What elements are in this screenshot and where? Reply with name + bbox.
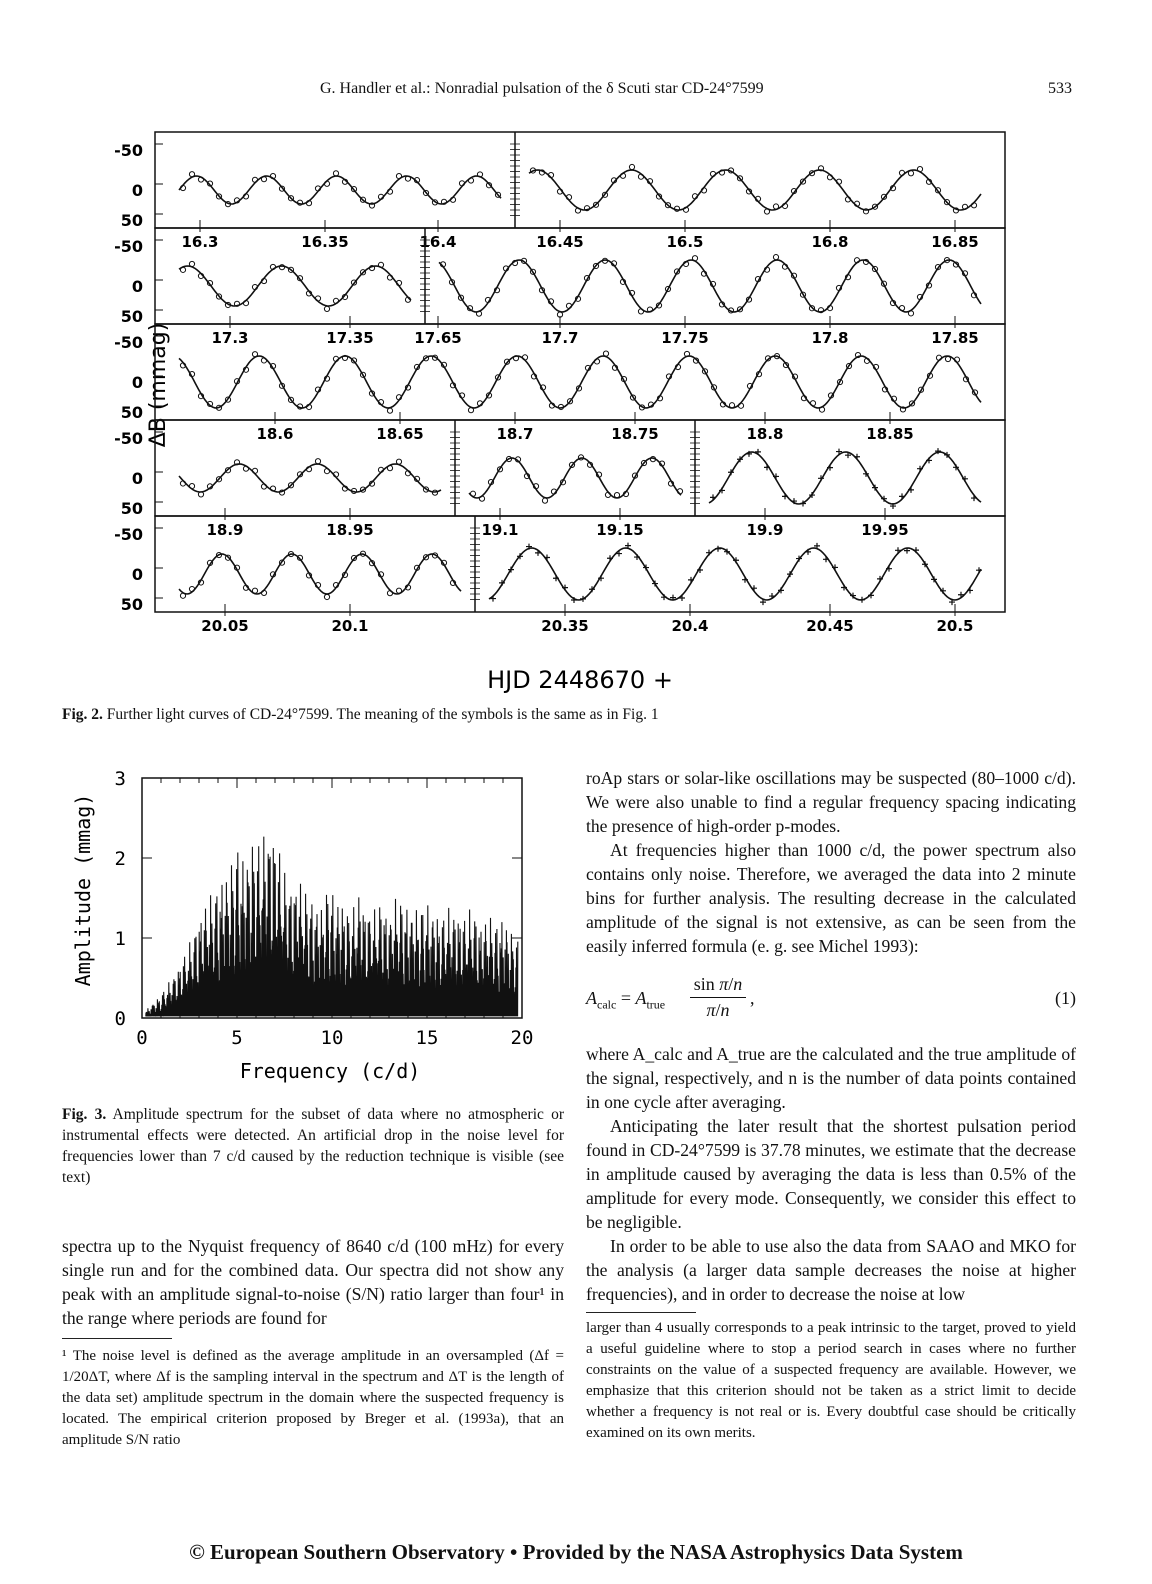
fig2-xtick-label: 17.3 bbox=[211, 329, 249, 347]
fig2-xtick-label: 18.7 bbox=[496, 425, 534, 443]
fig2-data-point bbox=[868, 592, 874, 598]
fig3-ytick-label: 3 bbox=[114, 768, 126, 790]
fig3-spectrum-line bbox=[146, 837, 518, 1017]
fig2-xtick-label: 20.05 bbox=[201, 617, 249, 635]
fig2-data-point bbox=[324, 468, 329, 473]
fig2-xtick-label: 19.9 bbox=[746, 521, 784, 539]
fig2-caption-text: Further light curves of CD-24°7599. The meaning of the symbols is the same as in Fig. 1 bbox=[106, 706, 659, 723]
right-column-bottom bbox=[586, 1042, 1076, 1306]
fig2-data-point bbox=[252, 588, 257, 593]
fig2-data-point bbox=[823, 556, 829, 562]
fig2-data-point bbox=[180, 593, 185, 598]
left-column bbox=[62, 1234, 564, 1330]
fig2-data-point bbox=[189, 261, 194, 266]
fig2-data-point bbox=[261, 177, 266, 182]
fig2-ytick-label: -50 bbox=[114, 333, 143, 352]
fig2-data-point bbox=[706, 550, 712, 556]
fig2-data-point bbox=[387, 408, 392, 413]
fig2-xtick-label: 20.35 bbox=[541, 617, 589, 635]
fig3-caption-text: Amplitude spectrum for the subset of data where no atmospheric or instrumental effects were detected. An artificial drop in the noise level for frequencies lower than 7 c/d caused by the reduction technique is visible (see text) bbox=[62, 1106, 564, 1186]
fig2-data-point bbox=[715, 546, 721, 552]
fig2-xtick-label: 16.45 bbox=[536, 233, 584, 251]
fig3-xtick-label: 5 bbox=[231, 1027, 243, 1049]
fig2-data-point bbox=[468, 178, 473, 183]
fig2-xtick-label: 18.65 bbox=[376, 425, 424, 443]
fig2-xtick-label: 17.75 bbox=[661, 329, 709, 347]
fig2-data-point bbox=[810, 401, 815, 406]
right-para-5: In order to be able to use also the data from SAAO and MKO for the analysis (a larger data sample decreases the noise at higher frequencies), and in order to decrease the noise at low bbox=[586, 1236, 1076, 1304]
fig2-fit-curve bbox=[469, 458, 681, 498]
fig2-xtick-label: 17.8 bbox=[811, 329, 849, 347]
right-para-4: Anticipating the later result that the shortest pulsation period found in CD-24°7599 is 37.78 minutes, we estimate that the decrease in amplitude caused by averaging the data is less than 0.5% of the amplitude for every mode. Consequently, we consider this effect to be negligible. bbox=[586, 1116, 1076, 1232]
fig2-xtick-label: 16.85 bbox=[931, 233, 979, 251]
fig2-xtick-label: 18.75 bbox=[611, 425, 659, 443]
fig2-fit-curve bbox=[179, 356, 981, 408]
fig3-ytick-label: 1 bbox=[114, 928, 126, 950]
fig2-data-point bbox=[387, 591, 392, 596]
footnote-rule bbox=[62, 1338, 172, 1339]
fig2-data-point bbox=[470, 491, 475, 496]
fig2-ytick-label: 0 bbox=[131, 565, 143, 584]
fig2-data-point bbox=[769, 593, 775, 599]
fig2-data-point bbox=[751, 585, 757, 591]
fig3-xtick-label: 0 bbox=[136, 1027, 148, 1049]
fig2-data-point bbox=[544, 554, 550, 560]
fig2-ylabel: ΔB (mmag) bbox=[146, 322, 171, 448]
fig2-data-point bbox=[755, 449, 761, 455]
fig2-data-point bbox=[773, 204, 778, 209]
fig2-data-point bbox=[607, 555, 613, 561]
fig2-data-point bbox=[917, 166, 922, 171]
footnote-rule-right bbox=[586, 1312, 696, 1313]
fig2-ytick-label: 50 bbox=[120, 595, 143, 614]
fig3-amplitude-spectrum bbox=[62, 760, 552, 1090]
fig2-data-point bbox=[189, 586, 194, 591]
right-column-top bbox=[586, 766, 1076, 958]
fig2-data-point bbox=[692, 256, 697, 261]
fig2-fit-curve bbox=[529, 170, 981, 210]
fig2-data-point bbox=[967, 587, 973, 593]
fig2-fit-curve bbox=[179, 266, 411, 306]
fig2-ytick-label: 50 bbox=[120, 307, 143, 326]
fig2-data-point bbox=[782, 493, 788, 499]
fig3-xtick-label: 20 bbox=[510, 1027, 534, 1049]
fig2-caption bbox=[62, 704, 1092, 725]
fig2-ytick-label: 0 bbox=[131, 181, 143, 200]
fig2-data-point bbox=[945, 356, 950, 361]
fig2-data-point bbox=[976, 567, 982, 573]
fig2-data-point bbox=[908, 487, 914, 493]
ads-footer: © European Southern Observatory • Provided by the NASA Astrophysics Data System bbox=[189, 1540, 963, 1564]
fig2-data-point bbox=[908, 311, 913, 316]
fig3-caption bbox=[62, 1104, 564, 1188]
fig2-light-curves bbox=[60, 120, 1100, 700]
fig3-ylabel: Amplitude (mmag) bbox=[71, 793, 95, 987]
right-para-3: where A_calc and A_true are the calculated and the true amplitude of the signal, respectively, and n is the number of data points contained in one cycle after averaging. bbox=[586, 1044, 1076, 1112]
equation-lhs: $A_{calc} = A_{true}$ bbox=[586, 988, 666, 1012]
fig2-xtick-label: 19.15 bbox=[596, 521, 644, 539]
fig2-xtick-label: 20.4 bbox=[671, 617, 709, 635]
fig2-data-point bbox=[542, 498, 547, 503]
fig2-data-point bbox=[773, 255, 778, 260]
running-title: G. Handler et al.: Nonradial pulsation of the δ Scuti star CD-24°7599 bbox=[320, 80, 764, 97]
fig2-data-point bbox=[468, 408, 473, 413]
fig2-data-point bbox=[396, 174, 401, 179]
fig2-data-point bbox=[324, 594, 329, 599]
fig2-data-point bbox=[252, 177, 257, 182]
fig2-data-point bbox=[387, 466, 392, 471]
fig3-ytick-label: 2 bbox=[114, 848, 126, 870]
fig2-data-point bbox=[396, 588, 401, 593]
fig2-xtick-label: 16.8 bbox=[811, 233, 849, 251]
fig2-ytick-label: 50 bbox=[120, 403, 143, 422]
fig2-data-point bbox=[710, 494, 716, 500]
fig2-ytick-label: 50 bbox=[120, 499, 143, 518]
fig2-data-point bbox=[738, 403, 743, 408]
fig2-fit-curve bbox=[179, 176, 501, 204]
fig3-ytick-label: 0 bbox=[114, 1008, 126, 1030]
fig2-data-point bbox=[764, 464, 770, 470]
fig2-data-point bbox=[189, 172, 194, 177]
fig2-data-point bbox=[913, 547, 919, 553]
fig2-ytick-label: 0 bbox=[131, 373, 143, 392]
fig2-data-point bbox=[252, 352, 257, 357]
fig2-data-point bbox=[180, 267, 185, 272]
fig2-xtick-label: 20.1 bbox=[331, 617, 369, 635]
equation-comma: , bbox=[750, 988, 755, 1008]
fig2-fit-curve bbox=[439, 260, 981, 312]
fig2-xtick-label: 16.4 bbox=[419, 233, 457, 251]
footnote-continued: larger than 4 usually corresponds to a peak intrinsic to the target, proved to yield a useful guideline where to stop a period search in cases where no further constraints on the value of a suspected frequency are available. However, we emphasize that this criterion should not be taken as a strict limit to decide whether a frequency is not real or is. Every doubtful case should be critically examined on its own merits. bbox=[586, 1320, 1076, 1441]
fig3-xtick-label: 10 bbox=[320, 1027, 344, 1049]
right-para-1: roAp stars or solar-like oscillations may be suspected (80–1000 c/d). We were also unable to find a regular frequency spacing indicating the presence of high-order p-modes. bbox=[586, 768, 1076, 836]
fig2-xtick-label: 17.85 bbox=[931, 329, 979, 347]
page-number: 533 bbox=[1048, 80, 1072, 97]
fig2-data-point bbox=[971, 495, 977, 501]
fig2-ytick-label: 50 bbox=[120, 211, 143, 230]
fig2-data-point bbox=[764, 209, 769, 214]
fig2-xtick-label: 16.35 bbox=[301, 233, 349, 251]
fig3-caption-label: Fig. 3. bbox=[62, 1106, 107, 1123]
right-para-2: At frequencies higher than 1000 c/d, the power spectrum also contains only noise. Therefore, we averaged the data into 2 minute bins for further analysis. The resulting decrease in the calculated amplitude of the signal is not extensive, as can be seen from the easily inferred formula (e. g. see Michel 1993): bbox=[586, 840, 1076, 956]
fig2-xtick-label: 16.3 bbox=[181, 233, 219, 251]
fig2-data-point bbox=[333, 171, 338, 176]
running-header bbox=[0, 80, 1152, 104]
fig2-data-point bbox=[315, 459, 320, 464]
fig2-xtick-label: 17.35 bbox=[326, 329, 374, 347]
fig2-ytick-label: -50 bbox=[114, 525, 143, 544]
fig2-data-point bbox=[629, 164, 634, 169]
fig2-panel-row bbox=[155, 132, 1005, 228]
fig2-data-point bbox=[603, 351, 608, 356]
fig2-xtick-label: 18.6 bbox=[256, 425, 294, 443]
equation-number: (1) bbox=[1055, 988, 1076, 1008]
fig2-data-point bbox=[805, 549, 811, 555]
fig2-xtick-label: 19.95 bbox=[861, 521, 909, 539]
fig2-data-point bbox=[189, 483, 194, 488]
fig2-data-point bbox=[854, 454, 860, 460]
fig2-data-point bbox=[634, 554, 640, 560]
fig2-data-point bbox=[614, 493, 619, 498]
equation-fraction: sin π/n π/n bbox=[690, 974, 746, 1021]
fig2-data-point bbox=[324, 306, 329, 311]
fig2-xtick-label: 20.45 bbox=[806, 617, 854, 635]
fig2-xtick-label: 18.85 bbox=[866, 425, 914, 443]
fig2-caption-label: Fig. 2. bbox=[62, 706, 103, 723]
fig2-ytick-label: -50 bbox=[114, 141, 143, 160]
fig2-xtick-label: 18.95 bbox=[326, 521, 374, 539]
fig2-ytick-label: -50 bbox=[114, 429, 143, 448]
fig2-data-point bbox=[899, 493, 905, 499]
fig2-xtick-label: 20.5 bbox=[936, 617, 974, 635]
fig2-xtick-label: 17.65 bbox=[414, 329, 462, 347]
fig2-data-point bbox=[729, 403, 734, 408]
left-para-1: spectra up to the Nyquist frequency of 8640 c/d (100 mHz) for every single run and for the combined data. Our spectra did not show any peak with an amplitude signal-to-noise (S/N) ratio larger than four¹ in the range where periods are found for bbox=[62, 1236, 564, 1328]
fig2-data-point bbox=[396, 459, 401, 464]
fig2-data-point bbox=[908, 171, 913, 176]
fig3-xlabel: Frequency (c/d) bbox=[239, 1059, 421, 1083]
fig2-xlabel: HJD 2448670 + bbox=[487, 666, 673, 694]
fig2-data-point bbox=[490, 596, 496, 602]
fig2-xtick-label: 19.1 bbox=[481, 521, 519, 539]
fig2-xtick-label: 18.9 bbox=[206, 521, 244, 539]
fig3-xtick-label: 15 bbox=[415, 1027, 439, 1049]
fig2-xtick-label: 18.8 bbox=[746, 425, 784, 443]
fig2-ytick-label: -50 bbox=[114, 237, 143, 256]
fig2-data-point bbox=[859, 597, 865, 603]
fig2-data-point bbox=[926, 457, 932, 463]
fig2-data-point bbox=[679, 595, 685, 601]
equation-1 bbox=[586, 972, 1076, 1028]
fig2-ytick-label: 0 bbox=[131, 469, 143, 488]
fig2-fit-curve bbox=[709, 452, 981, 504]
fig2-fit-curve bbox=[179, 464, 441, 492]
footnote-1: ¹ The noise level is defined as the average amplitude in an oversampled (Δf = 1/20ΔT, where Δf is the sampling interval in the spectrum and ΔT is the length of the data set) amplitude spectrum in the domain where the suspected frequency is located. The empirical criterion proposed by Breger et al. (1993a), that an amplitude S/N ratio bbox=[62, 1348, 564, 1448]
fig2-fit-curve bbox=[179, 554, 461, 594]
fig2-data-point bbox=[535, 550, 541, 556]
fig2-fit-curve bbox=[489, 548, 981, 600]
fig2-xtick-label: 16.5 bbox=[666, 233, 704, 251]
fig2-data-point bbox=[661, 594, 667, 600]
fig2-ytick-label: 0 bbox=[131, 277, 143, 296]
fig2-xtick-label: 17.7 bbox=[541, 329, 579, 347]
